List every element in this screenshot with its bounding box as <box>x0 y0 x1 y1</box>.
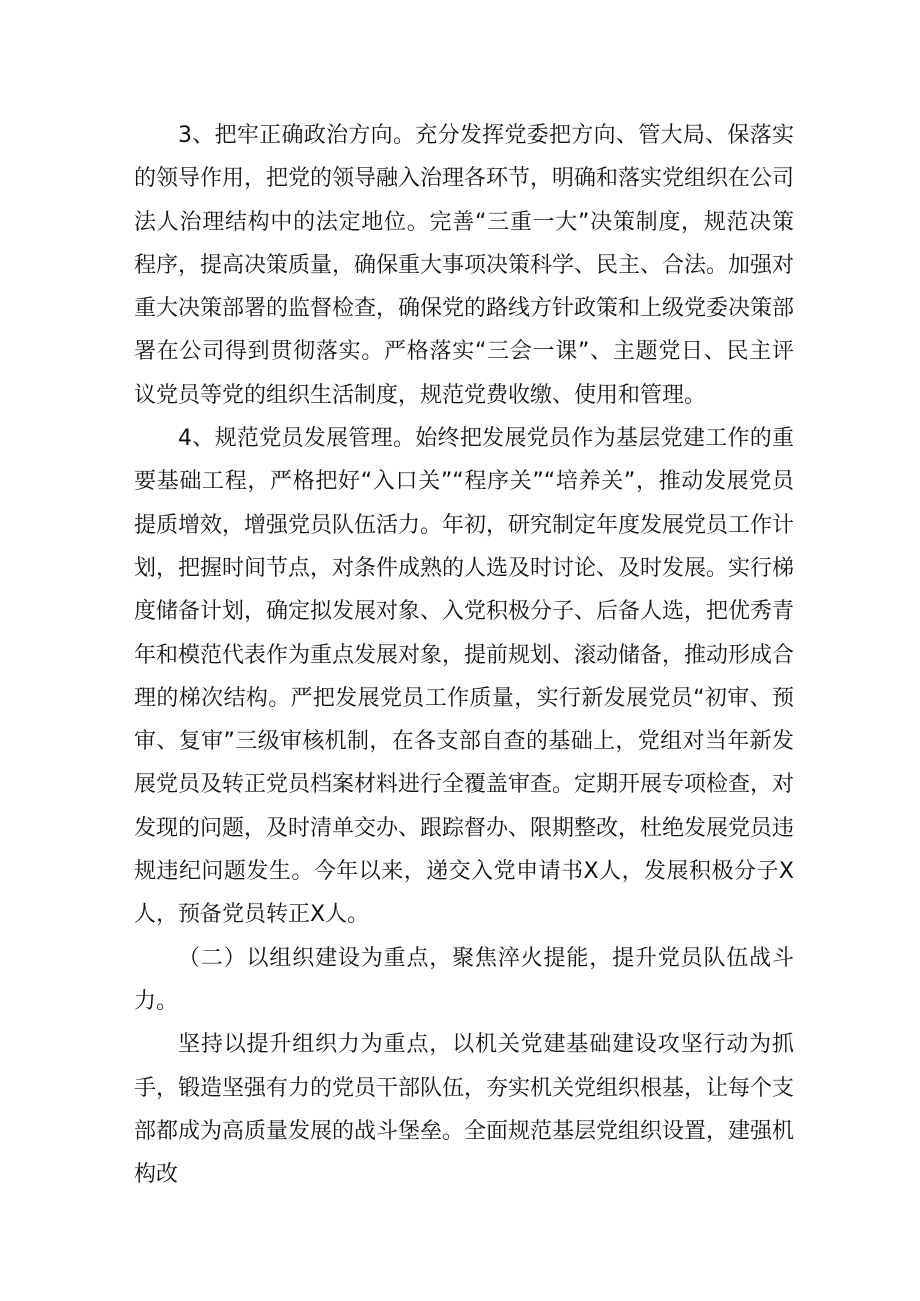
paragraph-item-3: 3、把牢正确政治方向。充分发挥党委把方向、管大局、保落实的领导作用，把党的领导融入治理各环节，明确和落实党组织在公司法人治理结构中的法定地位。完善“三重一大”决策制度，规范决策程序，提高决策质量，确保重大事项决策科学、民主、合法。加强对重大决策部署的监督检查，确保党的路线方针政策和上级党委决策部署在公司得到贯彻落实。严格落实“三会一课”、主题党日、民主评议党员等党的组织生活制度，规范党费收缴、使用和管理。 <box>134 123 795 408</box>
paragraph-section-2-body: 坚持以提升组织力为重点，以机关党建基础建设攻坚行动为抓手，锻造坚强有力的党员干部队伍，夯实机关党组织根基，让每个支部都成为高质量发展的战斗堡垒。全面规范基层党组织设置，建强机构改 <box>134 1032 795 1188</box>
document-body <box>134 114 794 1196</box>
paragraph-item-4: 4、规范党员发展管理。始终把发展党员作为基层党建工作的重要基础工程，严格把好“入口关”“程序关”“培养关”，推动发展党员提质增效，增强党员队伍活力。年初，研究制定年度发展党员工作计划，把握时间节点，对条件成熟的人选及时讨论、及时发展。实行梯度储备计划，确定拟发展对象、入党积极分子、后备人选，把优秀青年和模范代表作为重点发展对象，提前规划、滚动储备，推动形成合理的梯次结构。严把发展党员工作质量，实行新发展党员“初审、预审、复审”三级审核机制，在各支部自查的基础上，党组对当年新发展党员及转正党员档案材料进行全覆盖审查。定期开展专项检查，对发现的问题，及时清单交办、跟踪督办、限期整改，杜绝发展党员违规违纪问题发生。今年以来，递交入党申请书X人，发展积极分子X人，预备党员转正X人。 <box>134 426 795 928</box>
section-heading-2: （二）以组织建设为重点，聚焦淬火提能，提升党员队伍战斗力。 <box>134 945 794 1014</box>
